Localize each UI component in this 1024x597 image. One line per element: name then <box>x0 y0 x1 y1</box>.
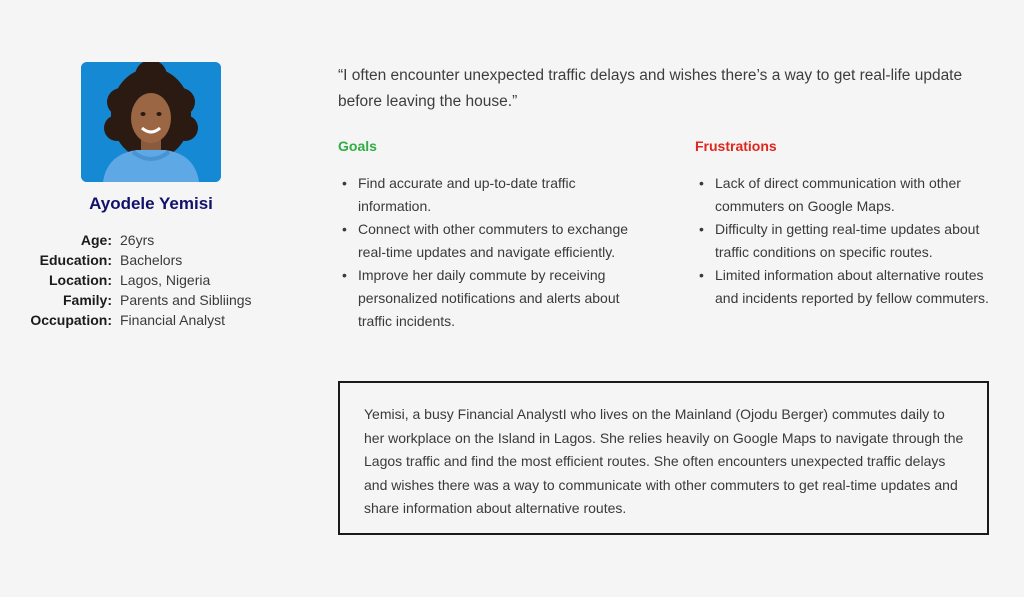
goal-text: Find accurate and up-to-date traffic information. <box>358 175 576 214</box>
frustration-text: Difficulty in getting real-time updates about traffic conditions on specific routes. <box>715 221 980 260</box>
detail-value: Lagos, Nigeria <box>120 272 211 288</box>
persona-quote: “I often encounter unexpected traffic delays and wishes there’s a way to get real-life update before leaving the house.” <box>338 67 963 110</box>
detail-label: Family: <box>62 292 112 308</box>
frustrations-heading: Frustrations <box>695 138 777 154</box>
detail-value: Parents and Sibliings <box>120 292 252 308</box>
detail-value: Financial Analyst <box>120 312 226 328</box>
detail-label: Age: <box>80 232 112 248</box>
list-item <box>699 218 989 264</box>
detail-education <box>20 250 300 270</box>
persona-bio: Yemisi, a busy Financial AnalystI who lives on the Mainland (Ojodu Berger) commutes daily to her workplace on the Island in Lagos. She relies heavily on Google Maps to navigate through the Lagos traffic and find the most efficient routes. She often encounters unexpected traffic delays and wishes there was a way to communicate with other commuters to get real-time updates and share information about alternative routes. <box>338 381 989 535</box>
detail-label: Location: <box>49 272 112 288</box>
bullet-icon: • <box>699 267 704 283</box>
detail-label: Education: <box>39 252 112 268</box>
goal-text: Improve her daily commute by receiving personalized notifications and alerts about traffic incidents. <box>358 267 620 329</box>
list-item <box>342 264 632 333</box>
frustrations-list <box>699 172 989 310</box>
detail-value: 26yrs <box>120 232 155 248</box>
detail-label: Occupation: <box>30 312 112 328</box>
bullet-icon: • <box>699 221 704 237</box>
list-item <box>342 172 632 218</box>
bullet-icon: • <box>342 175 347 191</box>
list-item <box>699 264 989 310</box>
detail-family <box>20 290 300 310</box>
avatar <box>81 62 221 182</box>
list-item <box>342 218 632 264</box>
list-item <box>699 172 989 218</box>
frustration-text: Limited information about alternative routes and incidents reported by fellow commuters. <box>715 267 989 306</box>
goals-heading: Goals <box>338 138 377 154</box>
bullet-icon: • <box>342 221 347 237</box>
detail-age <box>20 230 300 250</box>
goals-list <box>342 172 632 333</box>
frustration-text: Lack of direct communication with other commuters on Google Maps. <box>715 175 961 214</box>
goal-text: Connect with other commuters to exchange real-time updates and navigate efficiently. <box>358 221 629 260</box>
detail-occupation <box>20 310 300 330</box>
persona-details <box>20 230 300 330</box>
detail-location <box>20 270 300 290</box>
person-photo-icon <box>81 62 221 182</box>
bullet-icon: • <box>342 267 347 283</box>
detail-value: Bachelors <box>120 252 183 268</box>
persona-name: Ayodele Yemisi <box>89 194 213 213</box>
bullet-icon: • <box>699 175 704 191</box>
